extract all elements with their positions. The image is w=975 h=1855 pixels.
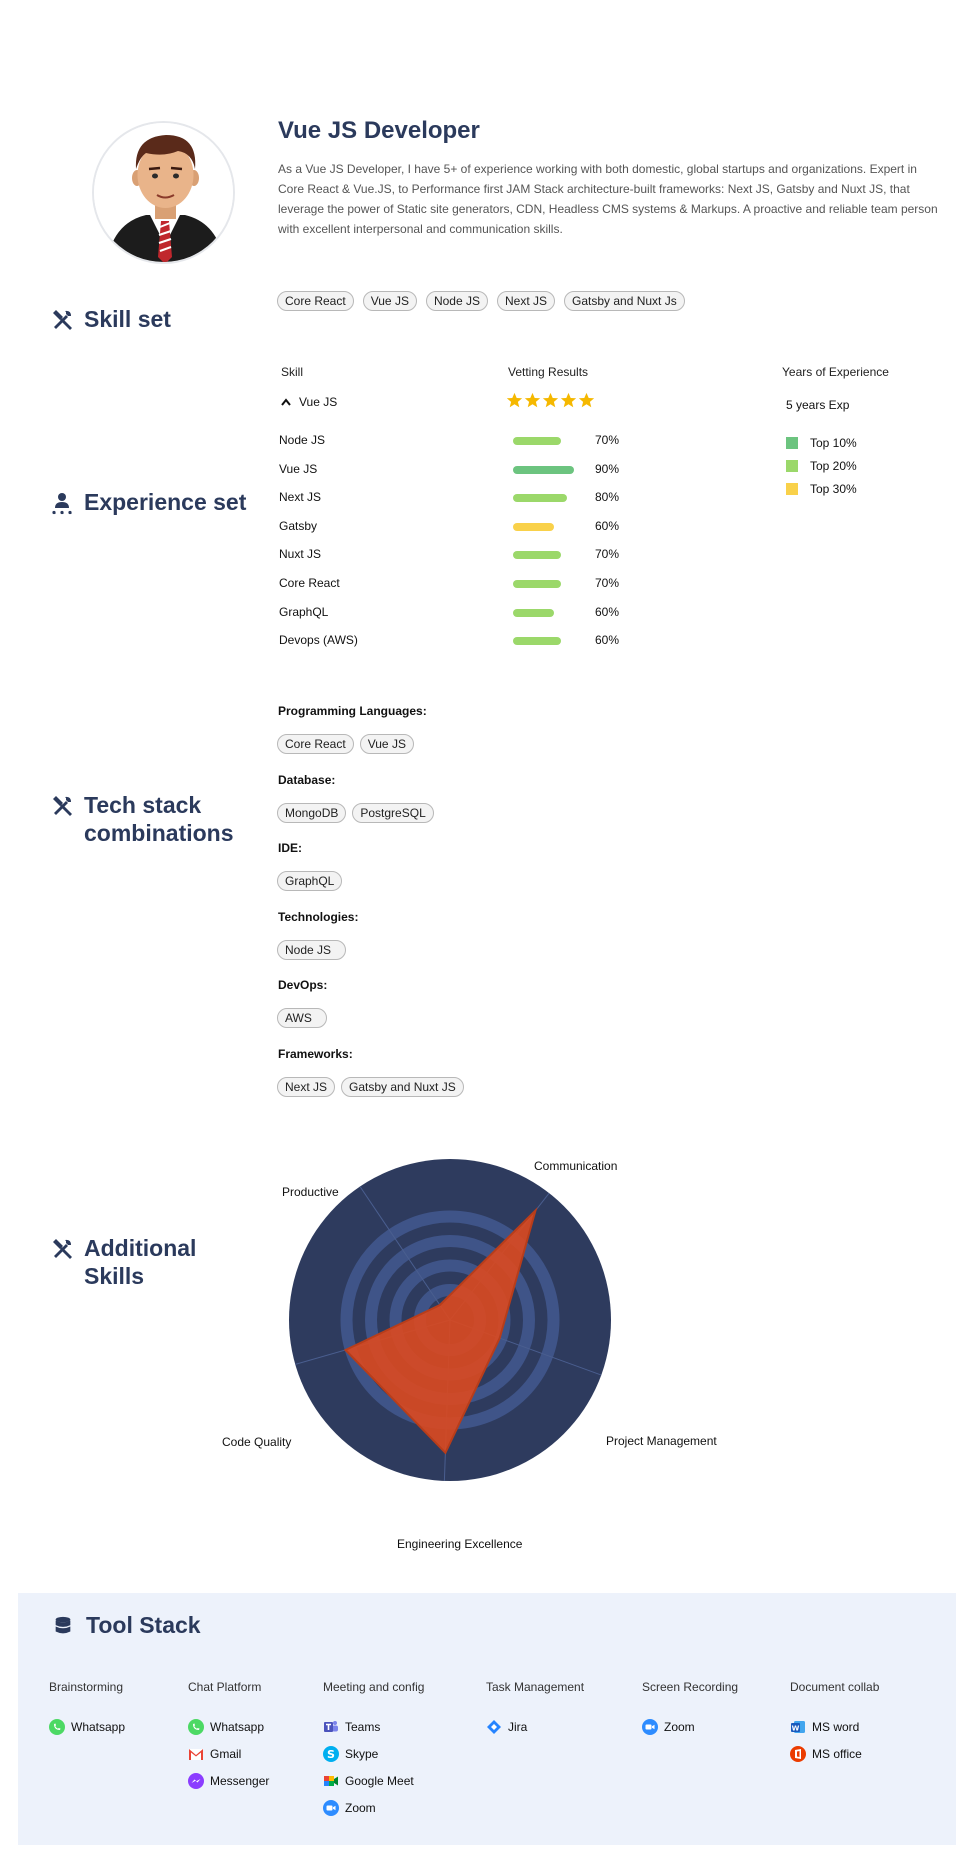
bar-track <box>513 466 581 474</box>
experience-percent: 60% <box>595 518 620 533</box>
bar-track <box>513 437 581 445</box>
experience-percent: 60% <box>595 604 620 619</box>
tool-item[interactable] <box>642 1718 738 1736</box>
experience-skill: Gatsby <box>279 518 318 533</box>
experience-skill: GraphQL <box>279 604 329 619</box>
tech-chips <box>277 734 470 754</box>
legend-swatch <box>786 437 798 449</box>
zoom-icon <box>323 1800 339 1816</box>
tech-chip: Core React <box>277 734 354 754</box>
experience-row <box>279 547 639 576</box>
tech-stack-heading <box>50 791 234 847</box>
additional-skills-title <box>84 1234 196 1290</box>
tech-category <box>278 773 470 842</box>
jira-icon <box>486 1719 502 1735</box>
experience-set-heading <box>50 488 246 516</box>
legend-label: Top 20% <box>810 459 857 473</box>
skill-chip: Node JS <box>426 291 488 311</box>
skill-set-title: Skill set <box>84 306 171 332</box>
tech-stack-title-line2: combinations <box>84 820 234 846</box>
tech-category-label: Programming Languages: <box>278 704 427 718</box>
experience-row <box>279 576 639 605</box>
experience-row <box>279 490 639 519</box>
whatsapp-icon <box>188 1719 204 1735</box>
tech-chip: MongoDB <box>277 803 346 823</box>
tool-item[interactable] <box>323 1772 424 1790</box>
skill-chip: Next JS <box>497 291 555 311</box>
bar-track <box>513 637 581 645</box>
col-header-skill: Skill <box>281 365 304 379</box>
tool-column-head: Document collab <box>790 1680 880 1694</box>
tool-column-head: Task Management <box>486 1680 585 1694</box>
user-stars-icon <box>50 491 74 515</box>
tool-item[interactable] <box>486 1718 584 1736</box>
tool-column <box>486 1680 584 1736</box>
whatsapp-icon <box>49 1719 65 1735</box>
tool-item[interactable] <box>323 1718 424 1736</box>
years-of-experience-value: 5 years Exp <box>786 398 850 412</box>
col-header-vetting: Vetting Results <box>508 365 589 379</box>
tool-item[interactable] <box>323 1745 424 1763</box>
bar-fill <box>513 551 561 559</box>
tool-column-head: Chat Platform <box>188 1680 262 1694</box>
tool-item-label: Gmail <box>210 1747 242 1761</box>
tech-stack-title <box>84 791 234 847</box>
skill-chip: Gatsby and Nuxt Js <box>564 291 685 311</box>
tech-chips <box>277 803 470 823</box>
legend-label: Top 30% <box>810 482 857 496</box>
radar-axis-label: Project Management <box>606 1434 717 1448</box>
tech-category-label: DevOps: <box>278 978 328 992</box>
tool-stack-title: Tool Stack <box>86 1612 201 1638</box>
tool-item-label: Zoom <box>345 1801 376 1815</box>
legend-item <box>786 459 857 473</box>
tech-category-label: IDE: <box>278 841 302 855</box>
tool-item-label: MS word <box>812 1720 860 1734</box>
experience-skill: Node JS <box>279 433 326 447</box>
experience-skill: Devops (AWS) <box>279 633 358 648</box>
col-header-years: Years of Experience <box>782 365 889 379</box>
tool-item-label: MS office <box>812 1747 862 1761</box>
tool-item-label: Jira <box>508 1720 528 1734</box>
tool-item[interactable] <box>323 1799 424 1817</box>
experience-legend <box>786 436 857 496</box>
tech-category <box>278 978 470 1047</box>
experience-rows <box>279 433 639 662</box>
tool-item-label: Skype <box>345 1747 379 1761</box>
bar-track <box>513 580 581 588</box>
tech-category <box>278 704 470 773</box>
teams-icon <box>323 1719 339 1735</box>
experience-row <box>279 633 639 662</box>
bar-track <box>513 494 581 502</box>
tool-item[interactable] <box>188 1718 269 1736</box>
tech-stack-title-line1: Tech stack <box>84 792 202 818</box>
skill-set-heading <box>50 305 171 333</box>
star-icon <box>542 392 559 409</box>
skype-icon <box>323 1746 339 1762</box>
tech-chips <box>277 1077 470 1097</box>
experience-percent: 80% <box>595 490 620 505</box>
legend-label: Top 10% <box>810 436 857 450</box>
tool-column <box>790 1680 879 1763</box>
tool-column <box>49 1680 125 1736</box>
ms-office-icon <box>790 1746 806 1762</box>
experience-skill: Nuxt JS <box>279 547 322 562</box>
additional-skills-heading <box>50 1234 196 1290</box>
tech-chips <box>277 871 470 891</box>
experience-row <box>279 605 639 634</box>
tool-column-head: Meeting and config <box>323 1680 425 1694</box>
gmail-icon <box>188 1746 204 1762</box>
experience-percent: 60% <box>595 633 620 648</box>
tool-item[interactable] <box>790 1718 879 1736</box>
tech-category-label: Database: <box>278 772 336 787</box>
chevron-up-icon <box>281 398 291 406</box>
tool-item-label: Whatsapp <box>210 1720 265 1734</box>
messenger-icon <box>188 1773 204 1789</box>
ms-word-icon <box>790 1719 806 1735</box>
tech-category-label: Frameworks: <box>278 1046 353 1061</box>
bar-track <box>513 551 581 559</box>
tool-stack-heading <box>52 1612 201 1639</box>
experience-percent: 70% <box>595 547 620 562</box>
tech-chips <box>277 1008 470 1028</box>
star-icon <box>506 392 523 409</box>
zoom-icon <box>642 1719 658 1735</box>
star-icon <box>560 392 577 409</box>
additional-skills-title-line2: Skills <box>84 1263 145 1289</box>
tech-chip: Node JS <box>277 940 346 960</box>
tool-item[interactable] <box>790 1745 879 1763</box>
star-icon <box>524 392 541 409</box>
bar-fill <box>513 523 554 531</box>
bar-fill <box>513 580 561 588</box>
tool-item-label: Google Meet <box>345 1774 414 1788</box>
skill-chips <box>277 291 691 311</box>
additional-skills-title-line1: Additional <box>84 1235 197 1261</box>
top-skill-toggle[interactable] <box>281 395 337 409</box>
experience-set-title: Experience set <box>84 489 247 515</box>
tech-category-label: Technologies: <box>278 909 359 924</box>
experience-row <box>279 433 639 462</box>
top-skill-name: Vue JS <box>299 395 338 409</box>
tech-chip: PostgreSQL <box>352 803 433 823</box>
profile-avatar <box>92 121 235 264</box>
tools-icon <box>50 308 74 332</box>
bar-fill <box>513 466 574 474</box>
radar-axis-label: Communication <box>534 1159 618 1173</box>
tool-column-head: Brainstorming <box>49 1680 124 1694</box>
experience-percent: 70% <box>595 575 620 590</box>
tool-item[interactable] <box>188 1745 269 1763</box>
tool-column <box>323 1680 424 1817</box>
experience-skill: Core React <box>279 575 340 590</box>
tech-category <box>278 910 470 979</box>
skill-chip: Core React <box>277 291 354 311</box>
tool-column <box>642 1680 738 1736</box>
svg-text:S: S <box>327 1748 335 1761</box>
tool-column-head: Screen Recording <box>642 1680 739 1694</box>
legend-item <box>786 436 857 450</box>
experience-percent: 70% <box>595 433 620 447</box>
bar-track <box>513 523 581 531</box>
bar-fill <box>513 637 561 645</box>
bar-fill <box>513 609 554 617</box>
profile-title: Vue JS Developer <box>278 117 480 144</box>
profile-description: As a Vue JS Developer, I have 5+ of experience working with both domestic, global startups and organizations. Expert in Core React & Vue.JS, to Performance first JAM Stack architecture-built frameworks: Next JS, Gatsby and Nuxt JS, that leverage the power of Static site generators, CDN, Headless CMS systems & Markups. A proactive and reliable team person with excellent interpersonal and communication skills. <box>278 162 938 236</box>
radar-chart <box>280 1150 620 1490</box>
experience-row <box>279 462 639 491</box>
tech-category <box>278 841 470 910</box>
experience-skill: Next JS <box>279 490 322 505</box>
bar-fill <box>513 494 567 502</box>
tool-column <box>188 1680 269 1790</box>
tools-icon <box>50 794 74 818</box>
star-icon <box>578 392 595 409</box>
legend-item <box>786 482 857 496</box>
svg-text:W: W <box>791 1724 800 1733</box>
tech-chip: GraphQL <box>277 871 342 891</box>
radar-axis-label: Code Quality <box>222 1435 292 1449</box>
tool-item-label: Teams <box>345 1720 381 1734</box>
tool-item-label: Zoom <box>664 1720 695 1734</box>
tech-chips <box>277 940 470 960</box>
bar-fill <box>513 437 561 445</box>
star-rating <box>506 392 595 409</box>
tool-item-label: Whatsapp <box>71 1720 126 1734</box>
skill-chip: Vue JS <box>363 291 417 311</box>
database-icon <box>52 1615 74 1637</box>
experience-percent: 90% <box>595 461 620 476</box>
bar-track <box>513 609 581 617</box>
radar-axis-label: Productive <box>282 1185 339 1199</box>
google-meet-icon <box>323 1773 339 1789</box>
experience-row <box>279 519 639 548</box>
tech-chip: AWS <box>277 1008 327 1028</box>
tool-item-label: Messenger <box>210 1774 270 1788</box>
tool-item[interactable] <box>49 1718 125 1736</box>
radar-axis-label: Engineering Excellence <box>397 1537 523 1551</box>
legend-swatch <box>786 460 798 472</box>
tech-chip: Next JS <box>277 1077 335 1097</box>
experience-skill: Vue JS <box>279 461 318 476</box>
tech-chip: Gatsby and Nuxt JS <box>341 1077 464 1097</box>
tools-icon <box>50 1237 74 1261</box>
tech-category <box>278 1047 470 1116</box>
tech-stack-list <box>278 704 470 1115</box>
tech-chip: Vue JS <box>360 734 414 754</box>
legend-swatch <box>786 483 798 495</box>
tool-item[interactable] <box>188 1772 269 1790</box>
